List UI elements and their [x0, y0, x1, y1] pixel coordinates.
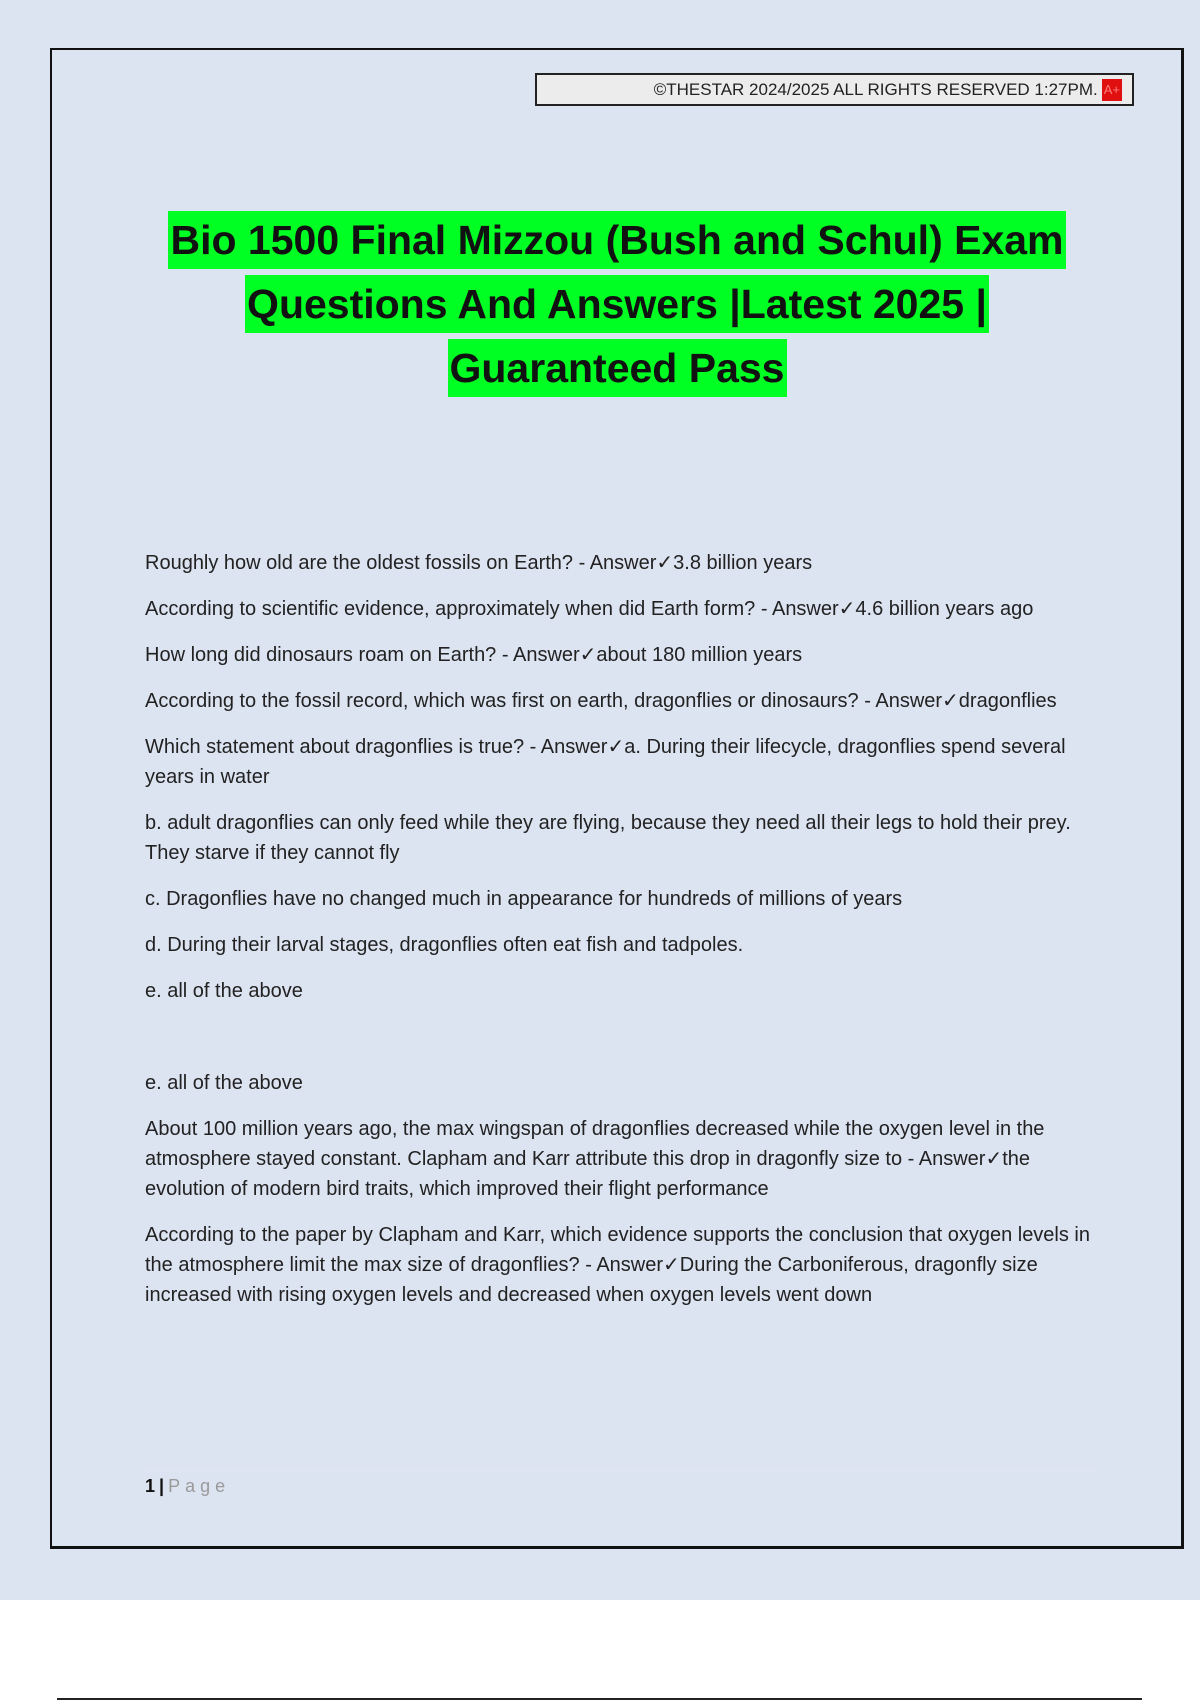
qa-paragraph: Roughly how old are the oldest fossils on Earth? - Answer✓3.8 billion years — [145, 552, 813, 574]
qa-paragraph: How long did dinosaurs roam on Earth? - Answer✓about 180 million years — [145, 644, 803, 666]
title-line: Bio 1500 Final Mizzou (Bush and Schul) Exam — [168, 211, 1065, 269]
answer-option: c. Dragonflies have no changed much in appearance for hundreds of millions of years — [145, 888, 903, 910]
page-separator: | — [159, 1476, 165, 1496]
qa-paragraph: According to the paper by Clapham and Karr, which evidence supports the conclusion that oxygen levels in the atmosphere limit the max size of dragonflies? - Answer✓During the Carboniferous, dragonfly size increased with rising oxygen levels and decreased when oxygen levels went down — [145, 1224, 1090, 1306]
document-title — [100, 208, 1134, 400]
title-line: Guaranteed Pass — [448, 339, 787, 397]
answer-option: e. all of the above — [145, 980, 303, 1002]
qa-paragraph: According to the fossil record, which was first on earth, dragonflies or dinosaurs? - Answer✓dragonflies — [145, 690, 1057, 712]
page-footer — [145, 1474, 230, 1498]
page-number: 1 — [145, 1476, 156, 1496]
title-line: Questions And Answers |Latest 2025 | — [245, 275, 989, 333]
question-answer-list — [145, 548, 1090, 1326]
footer-divider — [145, 1470, 1095, 1471]
qa-paragraph: Which statement about dragonflies is true? - Answer✓a. During their lifecycle, dragonflies spend several years in water — [145, 736, 1066, 788]
blank-gap — [145, 1022, 1090, 1068]
grade-badge: A+ — [1102, 79, 1122, 101]
qa-paragraph: About 100 million years ago, the max wingspan of dragonflies decreased while the oxygen level in the atmosphere stayed constant. Clapham and Karr attribute this drop in dragonfly size to - Answer✓the evolution of modern bird traits, which improved their flight performance — [145, 1118, 1045, 1200]
answer-option: e. all of the above — [145, 1072, 303, 1094]
qa-paragraph: According to scientific evidence, approximately when did Earth form? - Answer✓4.6 billion years ago — [145, 598, 1034, 620]
answer-option: d. During their larval stages, dragonflies often eat fish and tadpoles. — [145, 934, 744, 956]
answer-option: b. adult dragonflies can only feed while they are flying, because they need all their legs to hold their prey. They starve if they cannot fly — [145, 812, 1071, 864]
copyright-text: ©THESTAR 2024/2025 ALL RIGHTS RESERVED 1:27PM. — [653, 79, 1098, 99]
copyright-header — [535, 73, 1134, 106]
page-label: Page — [168, 1476, 231, 1496]
